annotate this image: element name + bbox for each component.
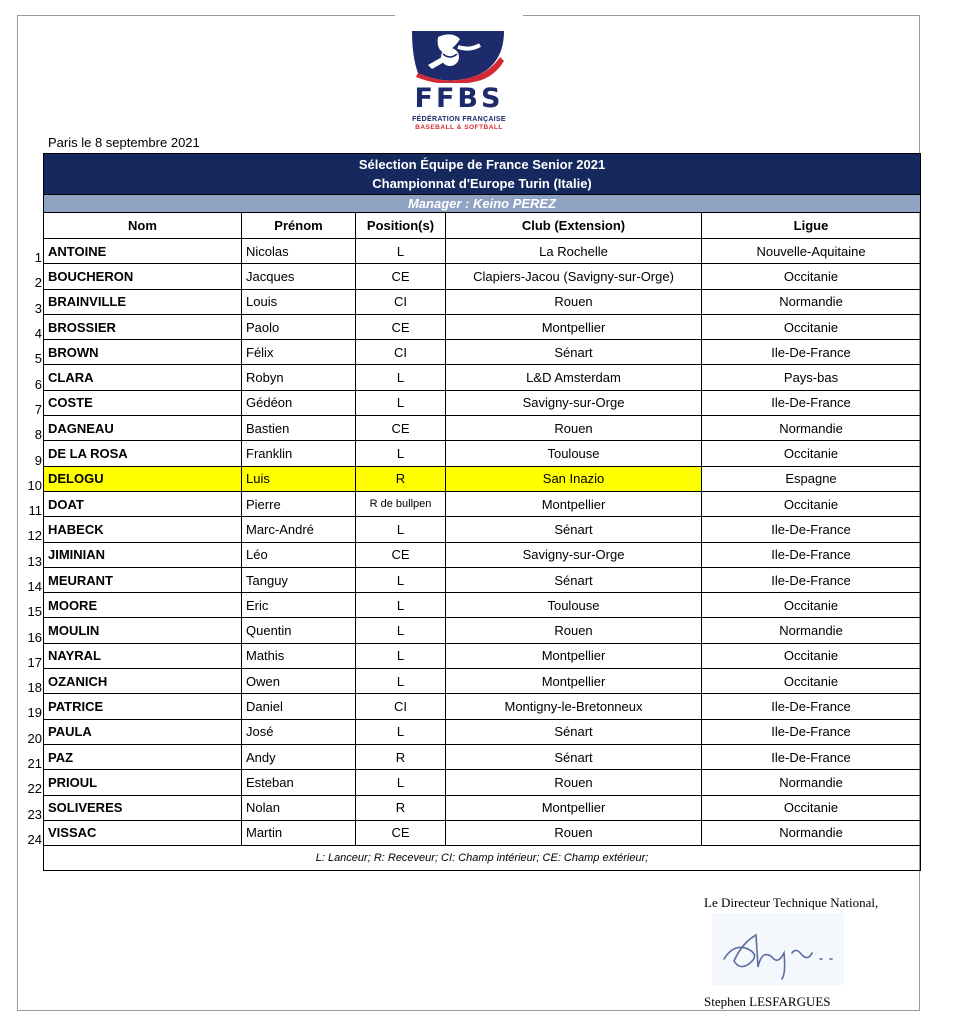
table-row bbox=[44, 795, 921, 820]
row-number: 17 bbox=[27, 654, 42, 670]
cell-club: Toulouse bbox=[446, 441, 702, 466]
table-row bbox=[44, 770, 921, 795]
row-number: 20 bbox=[27, 730, 42, 746]
cell-prenom: Nolan bbox=[242, 795, 356, 820]
cell-position: R bbox=[356, 466, 446, 491]
logo-gap bbox=[395, 10, 523, 20]
table-row bbox=[44, 820, 921, 845]
cell-club: Rouen bbox=[446, 289, 702, 314]
row-number: 6 bbox=[34, 376, 42, 392]
date-line: Paris le 8 septembre 2021 bbox=[48, 135, 200, 150]
row-number: 18 bbox=[27, 680, 42, 696]
cell-prenom: Pierre bbox=[242, 491, 356, 516]
table-row bbox=[44, 264, 921, 289]
table-row bbox=[44, 416, 921, 441]
table-row bbox=[44, 491, 921, 516]
title-line-1: Sélection Équipe de France Senior 2021 bbox=[358, 157, 606, 172]
manager-label: Manager : Keino PEREZ bbox=[44, 195, 921, 213]
cell-prenom: Louis bbox=[242, 289, 356, 314]
cell-position: L bbox=[356, 365, 446, 390]
logo-letters: FFBS bbox=[414, 83, 504, 114]
cell-prenom: Marc-André bbox=[242, 517, 356, 542]
table-row bbox=[44, 289, 921, 314]
cell-nom: MEURANT bbox=[44, 567, 242, 592]
cell-ligue: Ile-De-France bbox=[702, 694, 921, 719]
table-row bbox=[44, 466, 921, 491]
cell-club: San Inazio bbox=[446, 466, 702, 491]
row-number: 8 bbox=[34, 427, 42, 443]
cell-nom: BROWN bbox=[44, 340, 242, 365]
cell-club: Rouen bbox=[446, 416, 702, 441]
cell-nom: SOLIVERES bbox=[44, 795, 242, 820]
table-row bbox=[44, 441, 921, 466]
cell-prenom: Quentin bbox=[242, 618, 356, 643]
cell-ligue: Ile-De-France bbox=[702, 517, 921, 542]
cell-prenom: Tanguy bbox=[242, 567, 356, 592]
cell-prenom: Nicolas bbox=[242, 239, 356, 264]
cell-club: Sénart bbox=[446, 340, 702, 365]
table-title bbox=[44, 154, 921, 195]
row-number: 2 bbox=[34, 275, 42, 291]
cell-nom: MOORE bbox=[44, 593, 242, 618]
cell-ligue: Ile-De-France bbox=[702, 719, 921, 744]
cell-position: L bbox=[356, 618, 446, 643]
cell-ligue: Ile-De-France bbox=[702, 567, 921, 592]
header-prenom: Prénom bbox=[242, 213, 356, 239]
cell-club: Montpellier bbox=[446, 491, 702, 516]
row-number: 11 bbox=[28, 503, 42, 519]
cell-ligue: Pays-bas bbox=[702, 365, 921, 390]
handwritten-signature bbox=[712, 913, 844, 985]
cell-club: Sénart bbox=[446, 567, 702, 592]
cell-ligue: Occitanie bbox=[702, 795, 921, 820]
cell-position: L bbox=[356, 390, 446, 415]
cell-position: CI bbox=[356, 694, 446, 719]
signature-title: Le Directeur Technique National, bbox=[704, 895, 879, 910]
selection-table bbox=[43, 153, 921, 871]
cell-position: R bbox=[356, 795, 446, 820]
table-row bbox=[44, 517, 921, 542]
table-row bbox=[44, 694, 921, 719]
cell-prenom: José bbox=[242, 719, 356, 744]
title-line-2: Championnat d'Europe Turin (Italie) bbox=[372, 176, 592, 191]
cell-prenom: Martin bbox=[242, 820, 356, 845]
cell-club: Rouen bbox=[446, 770, 702, 795]
cell-prenom: Jacques bbox=[242, 264, 356, 289]
position-legend: L: Lanceur; R: Receveur; CI: Champ intérieur; CE: Champ extérieur; bbox=[44, 846, 921, 871]
cell-position: CE bbox=[356, 542, 446, 567]
header-club: Club (Extension) bbox=[446, 213, 702, 239]
cell-club: Savigny-sur-Orge bbox=[446, 542, 702, 567]
table-row bbox=[44, 314, 921, 339]
cell-position: CE bbox=[356, 820, 446, 845]
cell-club: Toulouse bbox=[446, 593, 702, 618]
row-number: 3 bbox=[34, 300, 42, 316]
row-number: 15 bbox=[27, 604, 42, 620]
cell-ligue: Ile-De-France bbox=[702, 390, 921, 415]
row-number: 16 bbox=[27, 629, 42, 645]
header-nom: Nom bbox=[44, 213, 242, 239]
cell-ligue: Ile-De-France bbox=[702, 744, 921, 769]
cell-club: Sénart bbox=[446, 744, 702, 769]
cell-ligue: Occitanie bbox=[702, 491, 921, 516]
cell-prenom: Eric bbox=[242, 593, 356, 618]
row-number: 1 bbox=[34, 250, 42, 266]
cell-ligue: Occitanie bbox=[702, 314, 921, 339]
cell-prenom: Mathis bbox=[242, 643, 356, 668]
player-rows bbox=[44, 239, 921, 846]
cell-nom: BRAINVILLE bbox=[44, 289, 242, 314]
cell-position: R de bullpen bbox=[356, 491, 446, 516]
cell-club: Rouen bbox=[446, 618, 702, 643]
cell-prenom: Franklin bbox=[242, 441, 356, 466]
cell-club: Savigny-sur-Orge bbox=[446, 390, 702, 415]
row-number: 4 bbox=[34, 326, 42, 342]
row-number: 23 bbox=[27, 806, 42, 822]
logo-subtitle-federation: FÉDÉRATION FRANÇAISE bbox=[412, 116, 506, 123]
cell-prenom: Paolo bbox=[242, 314, 356, 339]
header-ligue: Ligue bbox=[702, 213, 921, 239]
cell-club: Montpellier bbox=[446, 643, 702, 668]
header-positions: Position(s) bbox=[356, 213, 446, 239]
cell-position: L bbox=[356, 669, 446, 694]
ffbs-logo bbox=[405, 27, 513, 131]
cell-position: L bbox=[356, 593, 446, 618]
row-number: 21 bbox=[27, 756, 42, 772]
cell-nom: PAULA bbox=[44, 719, 242, 744]
signature-name: Stephen LESFARGUES bbox=[704, 994, 831, 1009]
cell-prenom: Esteban bbox=[242, 770, 356, 795]
row-number: 22 bbox=[27, 781, 42, 797]
cell-position: L bbox=[356, 567, 446, 592]
cell-nom: DAGNEAU bbox=[44, 416, 242, 441]
cell-nom: OZANICH bbox=[44, 669, 242, 694]
cell-club: Sénart bbox=[446, 517, 702, 542]
cell-club: Montigny-le-Bretonneux bbox=[446, 694, 702, 719]
cell-club: Clapiers-Jacou (Savigny-sur-Orge) bbox=[446, 264, 702, 289]
cell-nom: DOAT bbox=[44, 491, 242, 516]
cell-ligue: Ile-De-France bbox=[702, 340, 921, 365]
table-row bbox=[44, 618, 921, 643]
cell-ligue: Espagne bbox=[702, 466, 921, 491]
cell-ligue: Occitanie bbox=[702, 593, 921, 618]
cell-club: La Rochelle bbox=[446, 239, 702, 264]
cell-prenom: Gédéon bbox=[242, 390, 356, 415]
cell-position: L bbox=[356, 770, 446, 795]
cell-nom: DELOGU bbox=[44, 466, 242, 491]
cell-ligue: Normandie bbox=[702, 618, 921, 643]
row-number: 13 bbox=[27, 553, 42, 569]
table-row bbox=[44, 669, 921, 694]
cell-ligue: Normandie bbox=[702, 820, 921, 845]
table-row bbox=[44, 390, 921, 415]
table-row bbox=[44, 744, 921, 769]
logo-subtitle-sport: BASEBALL & SOFTBALL bbox=[415, 124, 503, 131]
cell-nom: PRIOUL bbox=[44, 770, 242, 795]
cell-ligue: Occitanie bbox=[702, 441, 921, 466]
row-number: 14 bbox=[27, 579, 42, 594]
cell-position: CE bbox=[356, 416, 446, 441]
cell-ligue: Normandie bbox=[702, 770, 921, 795]
cell-prenom: Owen bbox=[242, 669, 356, 694]
cell-nom: BOUCHERON bbox=[44, 264, 242, 289]
table-row bbox=[44, 643, 921, 668]
row-number: 7 bbox=[34, 401, 42, 417]
cell-club: Sénart bbox=[446, 719, 702, 744]
cell-nom: VISSAC bbox=[44, 820, 242, 845]
row-number: 5 bbox=[34, 351, 42, 367]
cell-nom: NAYRAL bbox=[44, 643, 242, 668]
cell-prenom: Robyn bbox=[242, 365, 356, 390]
cell-club: Montpellier bbox=[446, 314, 702, 339]
cell-ligue: Normandie bbox=[702, 289, 921, 314]
cell-club: Montpellier bbox=[446, 795, 702, 820]
cell-club: Rouen bbox=[446, 820, 702, 845]
cell-ligue: Normandie bbox=[702, 416, 921, 441]
cell-prenom: Félix bbox=[242, 340, 356, 365]
cell-position: CE bbox=[356, 264, 446, 289]
cell-ligue: Occitanie bbox=[702, 264, 921, 289]
cell-prenom: Daniel bbox=[242, 694, 356, 719]
cell-ligue: Occitanie bbox=[702, 643, 921, 668]
table-row bbox=[44, 365, 921, 390]
manager-row bbox=[44, 195, 921, 213]
table-row bbox=[44, 567, 921, 592]
cell-position: CI bbox=[356, 340, 446, 365]
cell-ligue: Ile-De-France bbox=[702, 542, 921, 567]
cell-position: L bbox=[356, 719, 446, 744]
row-number: 19 bbox=[27, 705, 42, 721]
cell-club: Montpellier bbox=[446, 669, 702, 694]
table-row bbox=[44, 719, 921, 744]
cell-nom: ANTOINE bbox=[44, 239, 242, 264]
table-row bbox=[44, 239, 921, 264]
cell-ligue: Nouvelle-Aquitaine bbox=[702, 239, 921, 264]
cell-nom: PATRICE bbox=[44, 694, 242, 719]
cell-position: L bbox=[356, 517, 446, 542]
cell-ligue: Occitanie bbox=[702, 669, 921, 694]
cell-nom: COSTE bbox=[44, 390, 242, 415]
cell-club: L&D Amsterdam bbox=[446, 365, 702, 390]
table-row bbox=[44, 542, 921, 567]
cell-nom: BROSSIER bbox=[44, 314, 242, 339]
cell-prenom: Luis bbox=[242, 466, 356, 491]
cell-position: L bbox=[356, 441, 446, 466]
cell-prenom: Andy bbox=[242, 744, 356, 769]
table-title-row bbox=[44, 154, 921, 195]
table-row bbox=[44, 593, 921, 618]
table-row bbox=[44, 340, 921, 365]
cell-nom: MOULIN bbox=[44, 618, 242, 643]
cell-nom: HABECK bbox=[44, 517, 242, 542]
header-row bbox=[44, 213, 921, 239]
cell-prenom: Bastien bbox=[242, 416, 356, 441]
cell-nom: CLARA bbox=[44, 365, 242, 390]
cell-position: CI bbox=[356, 289, 446, 314]
row-number: 10 bbox=[27, 477, 42, 493]
cell-nom: PAZ bbox=[44, 744, 242, 769]
cell-position: L bbox=[356, 643, 446, 668]
cell-nom: DE LA ROSA bbox=[44, 441, 242, 466]
cell-nom: JIMINIAN bbox=[44, 542, 242, 567]
cell-position: R bbox=[356, 744, 446, 769]
cell-position: L bbox=[356, 239, 446, 264]
cell-prenom: Léo bbox=[242, 542, 356, 567]
signature-block bbox=[704, 895, 914, 1009]
row-number: 24 bbox=[27, 831, 42, 847]
baseball-logo-icon bbox=[408, 27, 508, 83]
row-number: 12 bbox=[27, 528, 42, 544]
cell-position: CE bbox=[356, 314, 446, 339]
row-number: 9 bbox=[34, 452, 42, 468]
legend-row bbox=[44, 846, 921, 871]
